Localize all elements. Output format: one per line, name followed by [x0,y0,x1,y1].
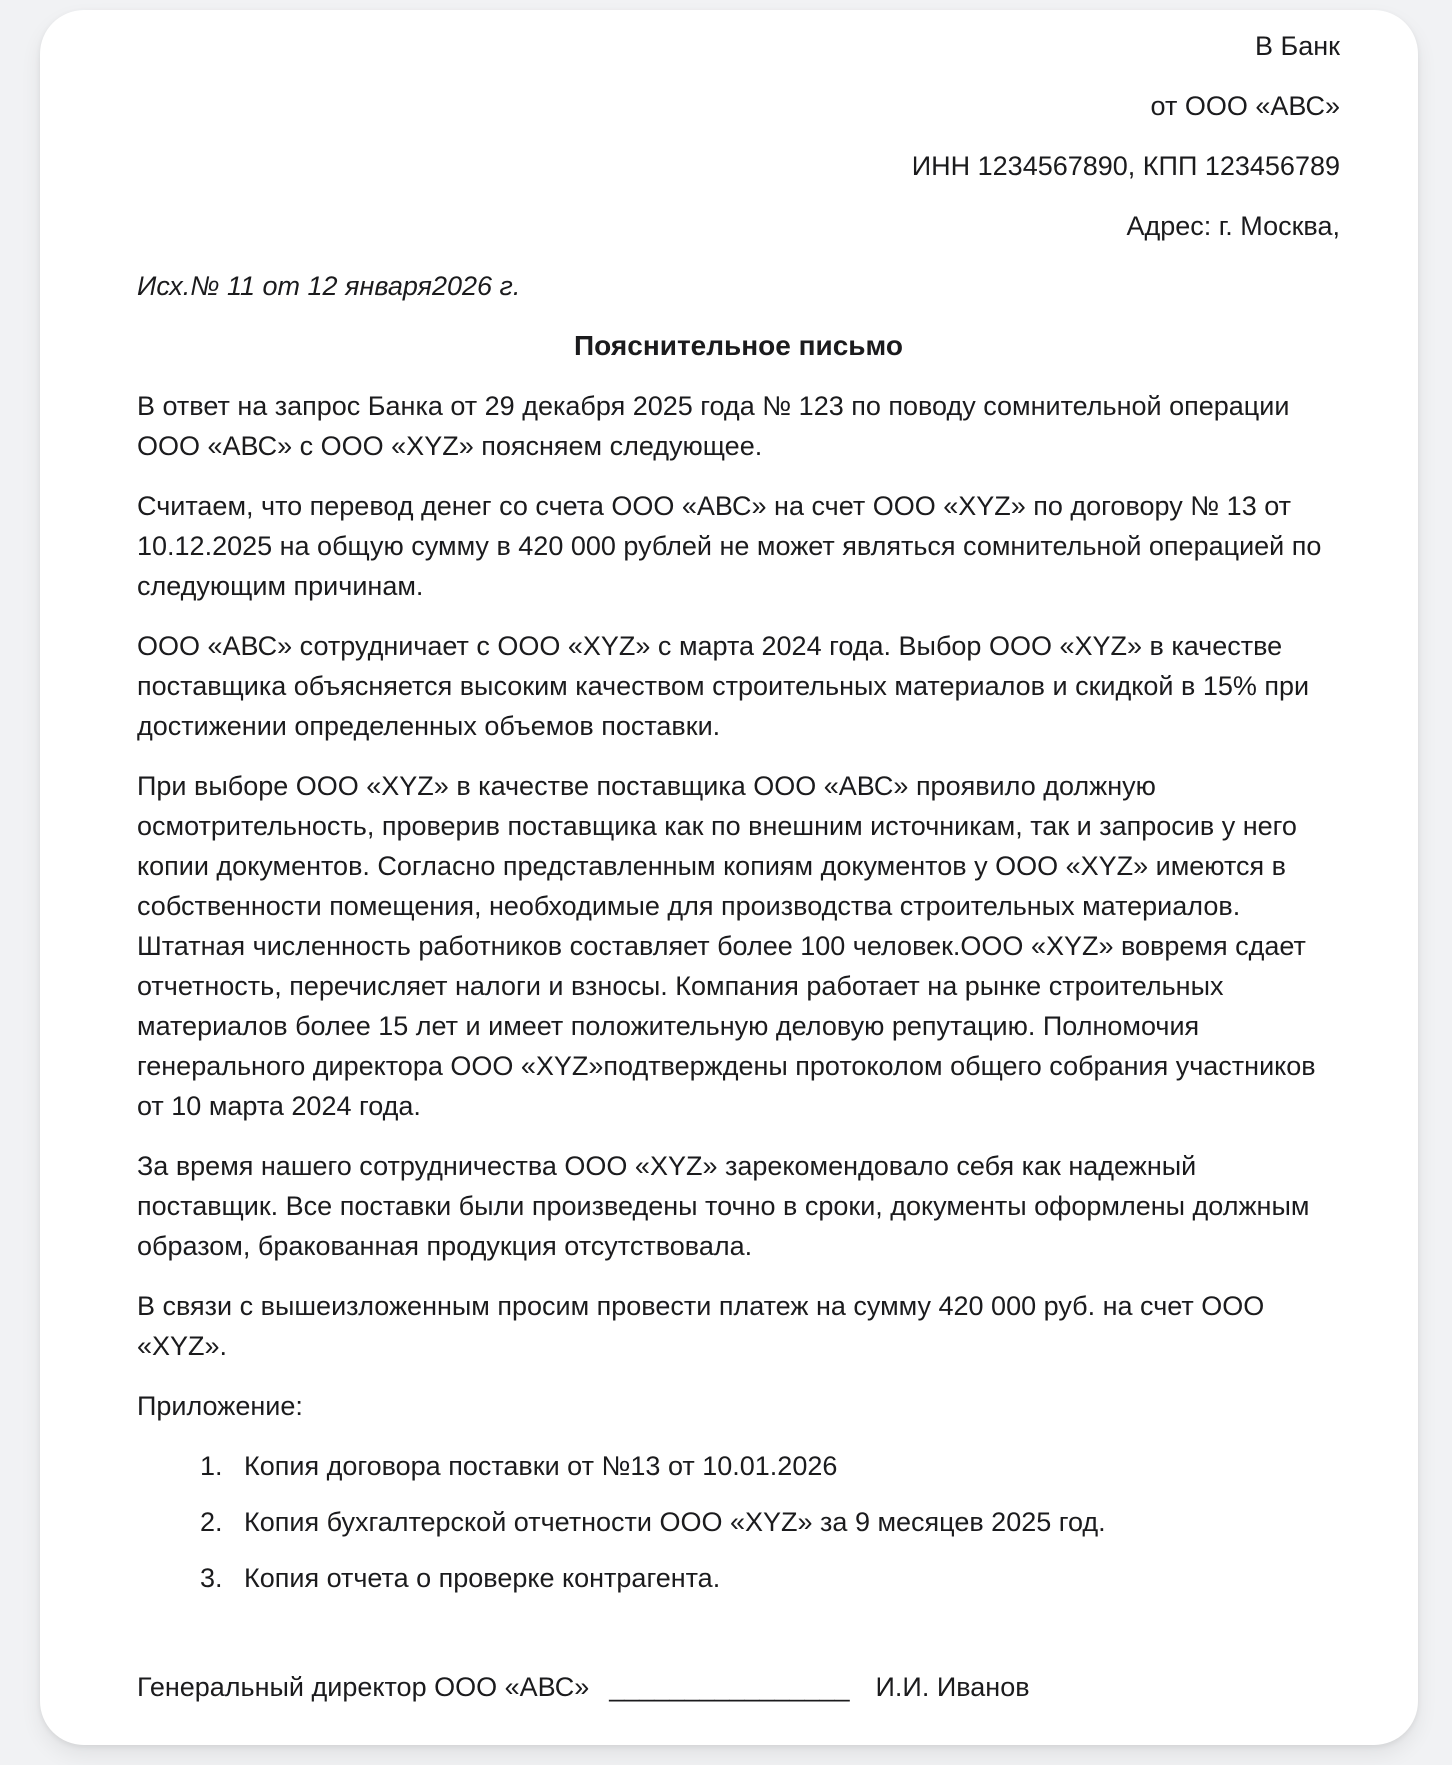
paragraph-payment-request: В связи с вышеизложенным просим провести платеж на сумму 420 000 руб. на счет ООО «XYZ». [137,1291,1265,1361]
outgoing-reference-line: Исх.№ 11 от 12 января2026 г. [137,271,521,301]
header-recipient: В Банк [1255,31,1340,61]
attachment-item: Копия договора поставки от №13 от 10.01.2026 [244,1451,838,1481]
attachment-item: Копия бухгалтерской отчетности ООО «XYZ» за 9 месяцев 2025 год. [244,1507,1106,1537]
paragraph-reliable-supplier: За время нашего сотрудничества ООО «XYZ» зарекомендовало себя как надежный поставщик. Все поставки были произведены точно в сроки, документы оформлены должным образом, бракованная продукция отсутствовала. [137,1151,1310,1261]
signature-name: И.И. Иванов [875,1672,1030,1702]
header-inn-kpp: ИНН 1234567890, КПП 123456789 [911,151,1340,181]
attachments-list [137,1446,1340,1598]
paragraph-due-diligence: При выборе ООО «XYZ» в качестве поставщика ООО «АВС» проявило должную осмотрительность, проверив поставщика как по внешним источникам, так и запросив у него копии документов. Согласно представленным копиям документов у ООО «XYZ» имеются в собственности помещения, необходимые для производства строительных материалов. Штатная численность работников составляет более 100 человек.ООО «XYZ» вовремя сдает отчетность, перечисляет налоги и взносы. Компания работает на рынке строительных материалов более 15 лет и имеет положительную деловую репутацию. Полномочия генерального директора ООО «XYZ»подтверждены протоколом общего собрания участников от 10 марта 2024 года. [137,771,1316,1121]
letter-title: Пояснительное письмо [574,330,903,361]
header-address: Адрес: г. Москва, [1126,211,1340,241]
signature-line: ________________ [609,1672,850,1702]
header-sender: от ООО «АВС» [1150,91,1340,121]
paragraph-response-intro: В ответ на запрос Банка от 29 декабря 2025 года № 123 по поводу сомнительной операции ООО «АВС» с ООО «XYZ» поясняем следующее. [137,391,1290,461]
letter-page [40,10,1418,1745]
attachment-item: Копия отчета о проверке контрагента. [244,1563,721,1593]
attachments-label: Приложение: [137,1391,303,1421]
letter-header [137,26,1340,246]
signature-block [137,1667,1340,1707]
paragraph-cooperation-history: ООО «АВС» сотрудничает с ООО «XYZ» с марта 2024 года. Выбор ООО «XYZ» в качестве поставщика объясняется высоким качеством строительных материалов и скидкой в 15% при достижении определенных объемов поставки. [137,631,1310,741]
signature-role: Генеральный директор ООО «АВС» [137,1672,590,1702]
paragraph-payment-not-suspicious: Считаем, что перевод денег со счета ООО «АВС» на счет ООО «XYZ» по договору № 13 от 10.12.2025 на общую сумму в 420 000 рублей не может являться сомнительной операцией по следующим причинам. [137,491,1322,601]
